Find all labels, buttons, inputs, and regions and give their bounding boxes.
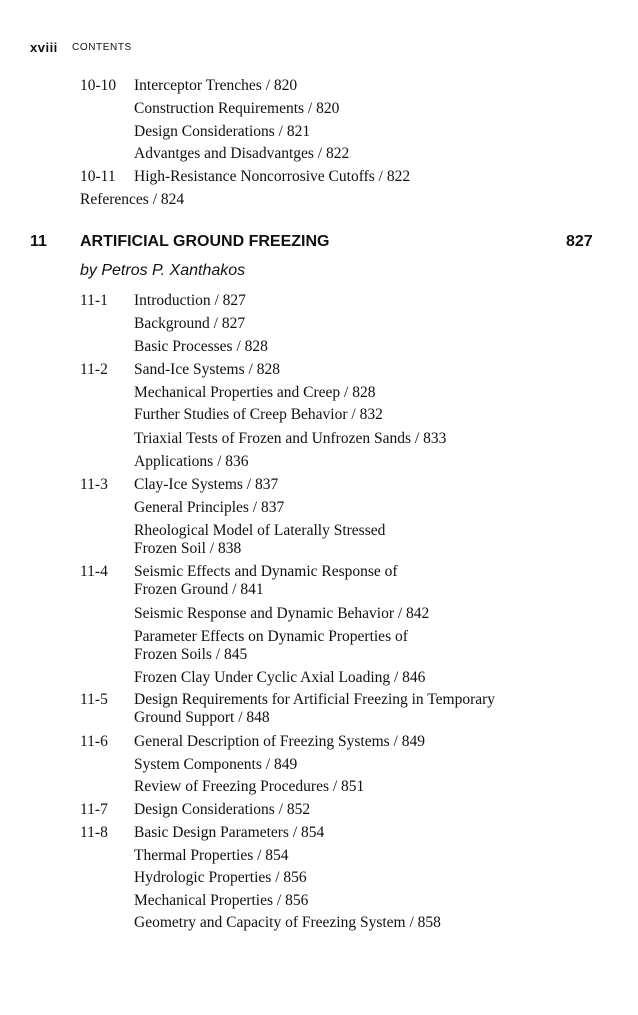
entry-text: Frozen Soil / 838 — [134, 540, 242, 557]
entry-text: Thermal Properties / 854 — [134, 847, 289, 864]
section-number: 10-11 — [80, 168, 116, 186]
entry-text: Review of Freezing Procedures / 851 — [134, 778, 365, 795]
entry-text: Mechanical Properties and Creep / 828 — [134, 384, 376, 401]
entry-text: General Description of Freezing Systems / 849 — [134, 733, 425, 750]
entry-text: Mechanical Properties / 856 — [134, 892, 309, 909]
entry-text: Parameter Effects on Dynamic Properties of — [134, 628, 408, 645]
chapter-page: 827 — [566, 233, 593, 250]
entry-text: General Principles / 837 — [134, 499, 285, 516]
entry-text: Triaxial Tests of Frozen and Unfrozen Sands / 833 — [134, 430, 447, 447]
section-number: 11-8 — [80, 824, 108, 841]
section-number: 11-1 — [80, 292, 108, 309]
entry-text: Seismic Effects and Dynamic Response of — [134, 563, 398, 580]
entry-text: Design Requirements for Artificial Freezing in Temporary — [134, 691, 496, 708]
entry-text: System Components / 849 — [134, 756, 298, 773]
entry-text: Frozen Ground / 841 — [134, 581, 264, 598]
entry-text: Background / 827 — [134, 315, 246, 332]
entry-text: Basic Processes / 828 — [134, 338, 268, 355]
entry-text: Interceptor Trenches / 820 — [134, 77, 298, 94]
entry-text: Applications / 836 — [134, 453, 249, 470]
entry-text: Design Considerations / 821 — [134, 122, 311, 140]
page-number: xviii — [30, 40, 58, 55]
chapter-number: 11 — [30, 233, 47, 250]
section-number: 11-3 — [80, 476, 108, 493]
entry-text: Construction Requirements / 820 — [134, 99, 340, 117]
entry-text: Frozen Clay Under Cyclic Axial Loading / 846 — [134, 669, 426, 686]
section-number: 11-2 — [80, 361, 108, 378]
entry-text: Design Considerations / 852 — [134, 801, 311, 818]
entry-text: Hydrologic Properties / 856 — [134, 869, 307, 886]
entry-text: Frozen Soils / 845 — [134, 646, 248, 663]
entry-text: Further Studies of Creep Behavior / 832 — [134, 406, 383, 423]
entry-text: Advantges and Disadvantges / 822 — [134, 145, 350, 163]
entry-text: Sand-Ice Systems / 828 — [134, 361, 280, 378]
entry-text: Rheological Model of Laterally Stressed — [134, 522, 386, 539]
entry-text: Seismic Response and Dynamic Behavior / 842 — [134, 605, 430, 622]
entry-text: Introduction / 827 — [134, 292, 246, 309]
section-number: 11-6 — [80, 733, 108, 750]
chapter-title: ARTIFICIAL GROUND FREEZING — [80, 233, 330, 250]
section-number: 11-5 — [80, 691, 108, 708]
entry-text: Basic Design Parameters / 854 — [134, 824, 325, 841]
section-number: 11-7 — [80, 801, 108, 818]
running-title: CONTENTS — [72, 42, 132, 53]
chapter-author: by Petros P. Xanthakos — [80, 262, 246, 279]
entry-text: Geometry and Capacity of Freezing System / 858 — [134, 914, 441, 931]
references-entry: References / 824 — [80, 191, 185, 208]
section-number: 10-10 — [80, 77, 117, 94]
entry-text: Clay-Ice Systems / 837 — [134, 476, 279, 493]
section-number: 11-4 — [80, 563, 108, 580]
entry-text: High-Resistance Noncorrosive Cutoffs / 822 — [134, 168, 411, 186]
entry-text: Ground Support / 848 — [134, 709, 270, 726]
